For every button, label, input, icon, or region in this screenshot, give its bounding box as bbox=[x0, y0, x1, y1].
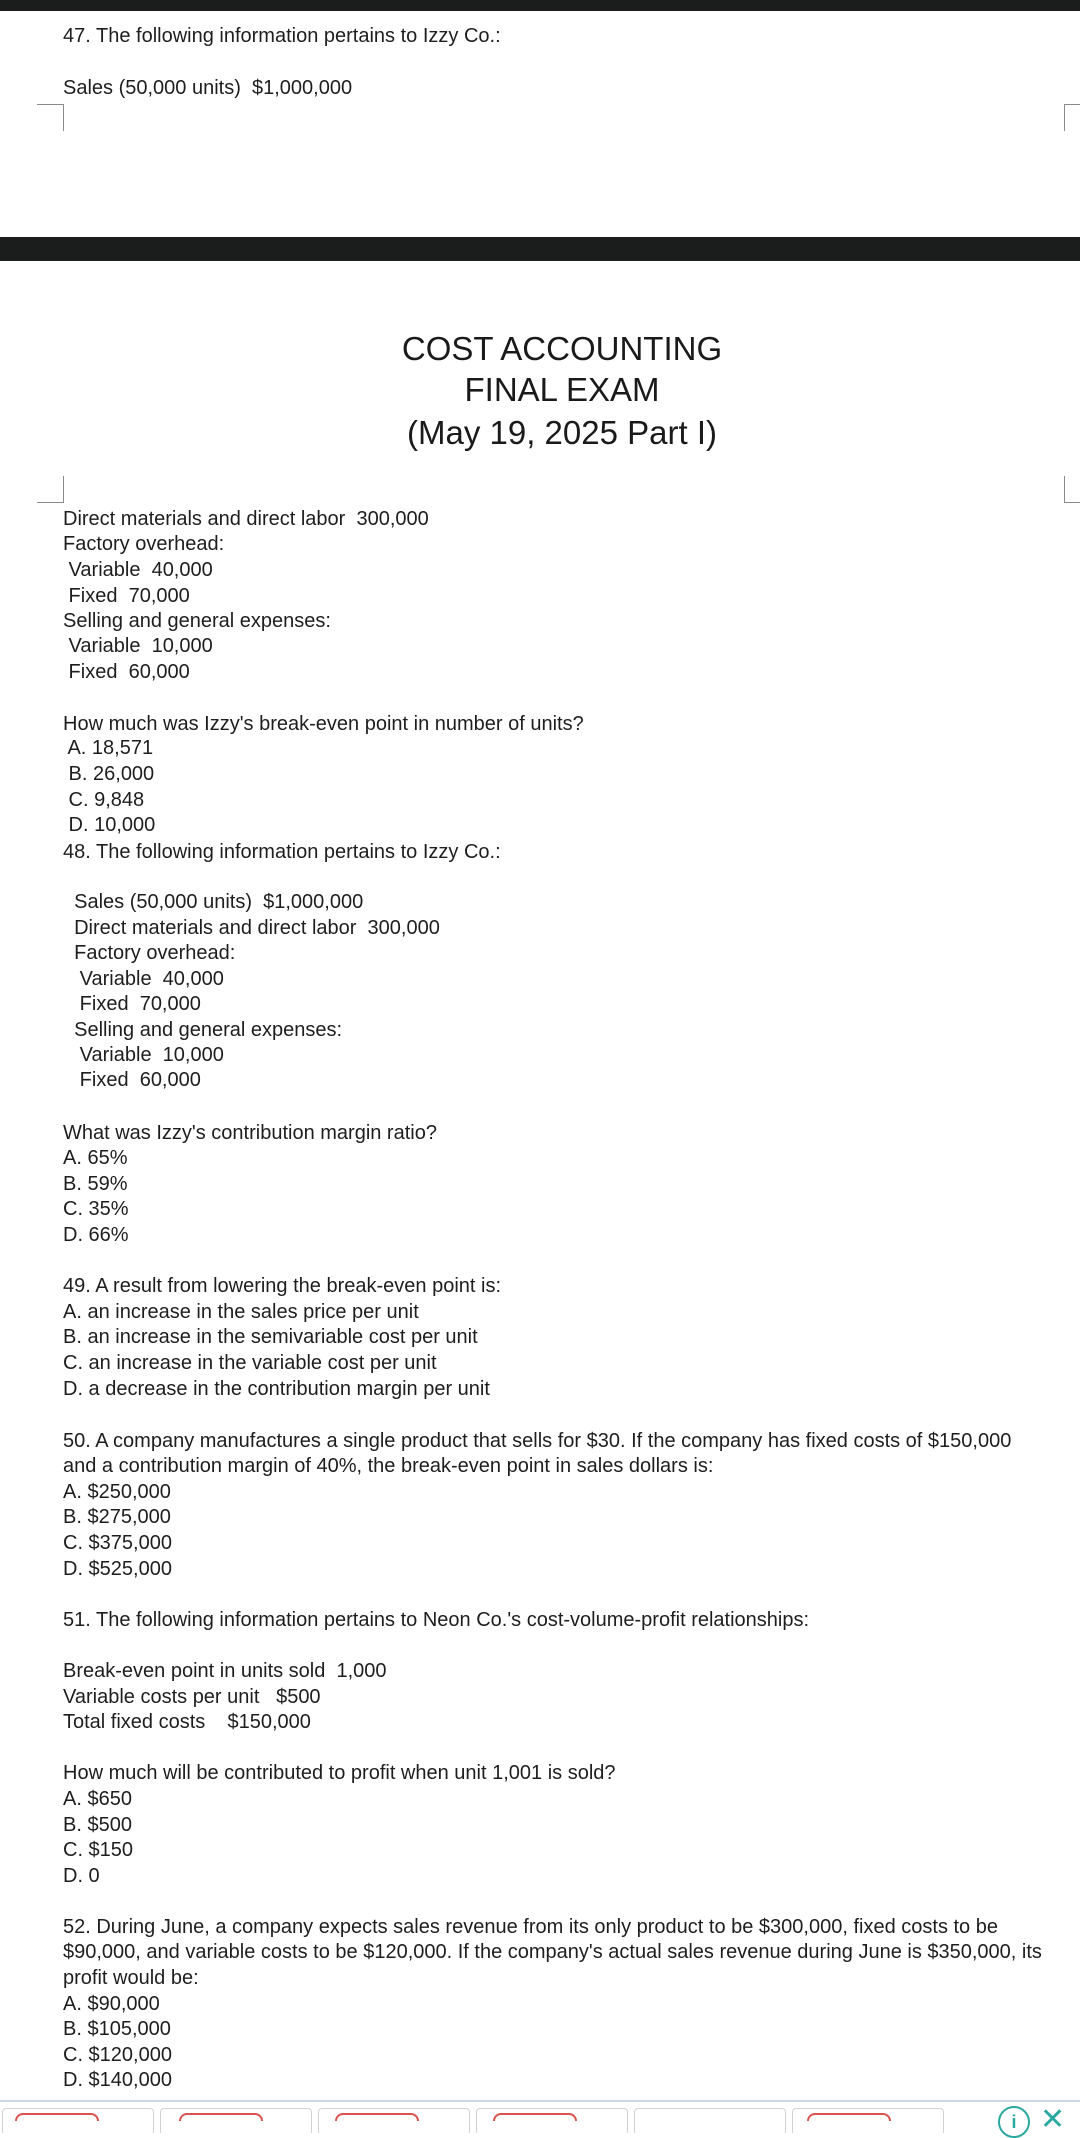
question-stem: and a contribution margin of 40%, the break-even point in sales dollars is: bbox=[63, 1455, 714, 1477]
question-line: Sales (50,000 units) $1,000,000 bbox=[63, 891, 364, 913]
question-line: Factory overhead: bbox=[63, 533, 225, 555]
toolbar-tab[interactable] bbox=[792, 2108, 944, 2133]
crop-mark bbox=[1064, 476, 1080, 503]
crop-mark bbox=[37, 476, 64, 503]
crop-mark bbox=[37, 104, 64, 131]
question-line: Direct materials and direct labor 300,000 bbox=[63, 508, 429, 530]
question-line: Variable 10,000 bbox=[63, 635, 213, 657]
answer-option: C. $120,000 bbox=[63, 2044, 172, 2066]
answer-option: B. 26,000 bbox=[63, 763, 155, 785]
question-stem: 51. The following information pertains to Neon Co.'s cost-volume-profit relationships: bbox=[63, 1609, 810, 1631]
question-stem: What was Izzy's contribution margin ratio? bbox=[63, 1122, 437, 1144]
answer-option: A. $650 bbox=[63, 1788, 132, 1810]
info-icon[interactable]: i bbox=[998, 2106, 1030, 2138]
answer-option: B. $500 bbox=[63, 1814, 132, 1836]
answer-option: B. an increase in the semivariable cost per unit bbox=[63, 1326, 478, 1348]
toolbar-tab[interactable] bbox=[2, 2108, 154, 2133]
title-line: (May 19, 2025 Part I) bbox=[407, 414, 717, 451]
answer-option: D. 66% bbox=[63, 1224, 129, 1246]
crop-mark bbox=[1064, 104, 1080, 131]
title-line: COST ACCOUNTING bbox=[401, 330, 723, 367]
answer-option: D. a decrease in the contribution margin per unit bbox=[63, 1378, 490, 1400]
question-47-intro: 47. The following information pertains to Izzy Co.: bbox=[63, 25, 501, 47]
answer-option: B. $275,000 bbox=[63, 1506, 171, 1528]
question-line: Factory overhead: bbox=[63, 942, 236, 964]
bottom-toolbar bbox=[0, 2100, 1080, 2126]
question-stem: 49. A result from lowering the break-even point is: bbox=[63, 1275, 502, 1297]
answer-option: D. $525,000 bbox=[63, 1558, 172, 1580]
question-stem: 50. A company manufactures a single product that sells for $30. If the company has fixed costs of $150,000 bbox=[63, 1430, 1012, 1452]
answer-option: D. $140,000 bbox=[63, 2069, 172, 2091]
answer-option: A. $90,000 bbox=[63, 1993, 160, 2015]
toolbar-tab[interactable] bbox=[476, 2108, 628, 2133]
question-line: Fixed 70,000 bbox=[63, 585, 190, 607]
answer-option: B. $105,000 bbox=[63, 2018, 171, 2040]
title-line: FINAL EXAM bbox=[464, 371, 660, 408]
question-line: 48. The following information pertains to Izzy Co.: bbox=[63, 841, 501, 863]
question-stem: 52. During June, a company expects sales revenue from its only product to be $300,000, fixed costs to be bbox=[63, 1916, 998, 1938]
toolbar-tab[interactable] bbox=[318, 2108, 470, 2133]
question-line: Variable costs per unit $500 bbox=[63, 1686, 321, 1708]
answer-option: A. 65% bbox=[63, 1147, 128, 1169]
answer-option: C. $375,000 bbox=[63, 1532, 172, 1554]
sales-line: Sales (50,000 units) $1,000,000 bbox=[63, 77, 353, 99]
answer-option: A. $250,000 bbox=[63, 1481, 171, 1503]
answer-option: A. 18,571 bbox=[63, 737, 154, 759]
question-line: Variable 10,000 bbox=[63, 1044, 224, 1066]
answer-option: C. an increase in the variable cost per unit bbox=[63, 1352, 437, 1374]
question-line: Break-even point in units sold 1,000 bbox=[63, 1660, 387, 1682]
page-divider bbox=[0, 237, 1080, 261]
question-line: Fixed 60,000 bbox=[63, 1069, 201, 1091]
answer-option: A. an increase in the sales price per unit bbox=[63, 1301, 419, 1323]
toolbar-tab[interactable] bbox=[160, 2108, 312, 2133]
question-line: Fixed 70,000 bbox=[63, 993, 201, 1015]
answer-option: B. 59% bbox=[63, 1173, 128, 1195]
question-line: Fixed 60,000 bbox=[63, 661, 190, 683]
question-line: Selling and general expenses: bbox=[63, 1019, 343, 1041]
question-line: Selling and general expenses: bbox=[63, 610, 331, 632]
question-stem: How much was Izzy's break-even point in number of units? bbox=[63, 713, 584, 735]
question-line: Variable 40,000 bbox=[63, 559, 213, 581]
top-bar bbox=[0, 0, 1080, 11]
question-line: Variable 40,000 bbox=[63, 968, 224, 990]
answer-option: D. 10,000 bbox=[63, 814, 156, 836]
answer-option: C. $150 bbox=[63, 1839, 134, 1861]
answer-option: C. 35% bbox=[63, 1198, 129, 1220]
question-stem: profit would be: bbox=[63, 1967, 199, 1989]
question-line: Direct materials and direct labor 300,000 bbox=[63, 917, 440, 939]
question-stem: How much will be contributed to profit when unit 1,001 is sold? bbox=[63, 1762, 616, 1784]
close-icon[interactable]: ✕ bbox=[1040, 2103, 1066, 2136]
answer-option: D. 0 bbox=[63, 1865, 100, 1887]
toolbar-tab[interactable] bbox=[634, 2108, 786, 2133]
answer-option: C. 9,848 bbox=[63, 789, 145, 811]
question-line: Total fixed costs $150,000 bbox=[63, 1711, 311, 1733]
question-stem: $90,000, and variable costs to be $120,000. If the company's actual sales revenue during June is $350,000, its bbox=[63, 1941, 1042, 1963]
